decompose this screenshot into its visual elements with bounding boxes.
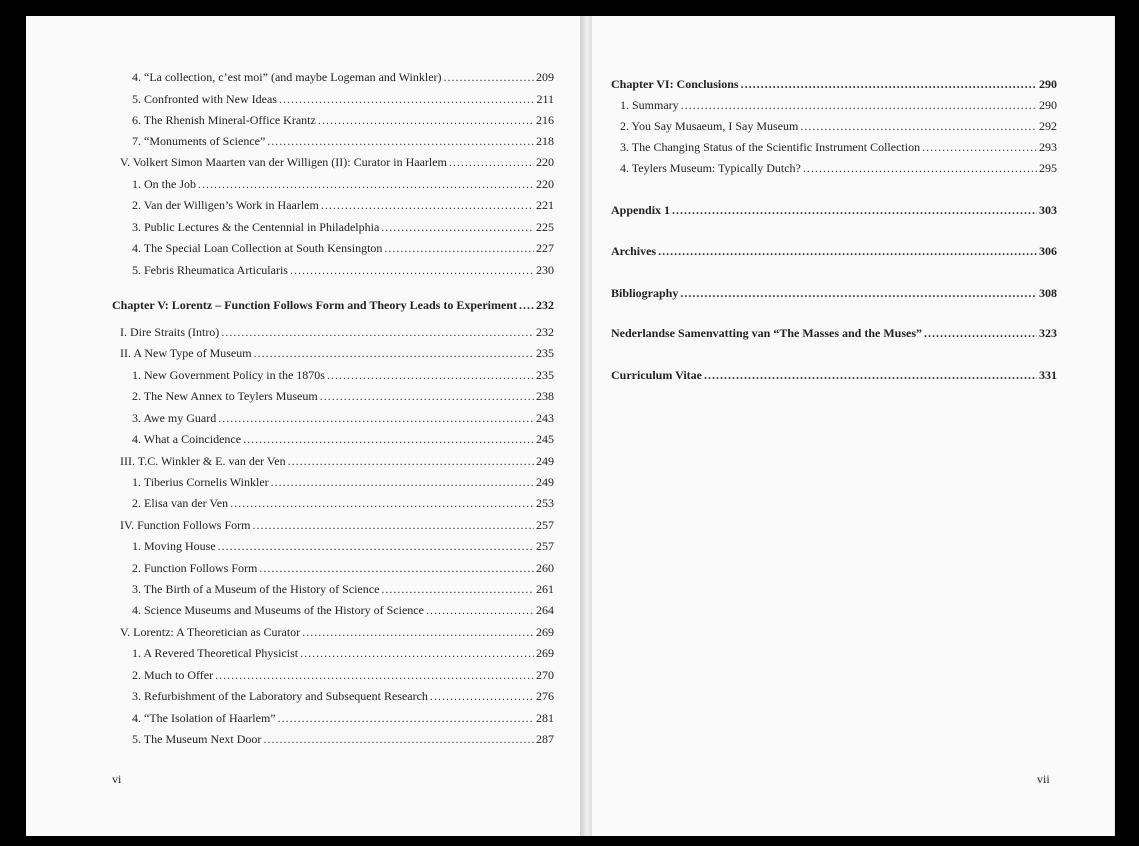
- toc-entry-page: 290: [1039, 77, 1057, 91]
- toc-entry-page: 249: [536, 454, 554, 468]
- toc-entry-title: 5. Confronted with New Ideas: [132, 92, 277, 106]
- toc-entry-title: I. Dire Straits (Intro): [120, 325, 220, 339]
- toc-leader: [263, 732, 534, 747]
- toc-entry: [132, 113, 554, 128]
- right-page: [592, 16, 1114, 836]
- toc-entry-page: 238: [536, 389, 554, 403]
- toc-entry: [132, 389, 554, 404]
- toc-leader: [318, 113, 534, 128]
- toc-entry-title: 4. The Special Loan Collection at South Kensington: [132, 241, 383, 255]
- toc-entry: [132, 241, 554, 256]
- toc-entry-title: 3. The Changing Status of the Scientific Instrument Collection: [620, 140, 921, 154]
- toc-entry: [132, 411, 554, 426]
- toc-entry: [132, 711, 554, 726]
- toc-leader: [658, 244, 1037, 259]
- toc-entry-title: 1. A Revered Theoretical Physicist: [132, 646, 299, 660]
- toc-entry-title: 1. Tiberius Cornelis Winkler: [132, 475, 269, 489]
- toc-leader: [252, 518, 534, 533]
- toc-entry-page: 257: [536, 518, 554, 532]
- toc-entry-page: 269: [536, 646, 554, 660]
- toc-entry-page: 211: [536, 92, 554, 106]
- toc-entry: [132, 582, 554, 597]
- toc-entry-title: 4. “The Isolation of Haarlem”: [132, 711, 276, 725]
- toc-entry: [132, 92, 554, 107]
- toc-leader: [449, 155, 534, 170]
- toc-entry-title: 3. Awe my Guard: [132, 411, 217, 425]
- toc-leader: [198, 177, 534, 192]
- toc-entry-title: 4. “La collection, c’est moi” (and maybe Logeman and Winkler): [132, 70, 442, 84]
- toc-entry-page: 290: [1039, 98, 1057, 112]
- toc-entry-title: 2. Elisa van der Ven: [132, 496, 229, 510]
- toc-leader: [254, 346, 534, 361]
- toc-leader: [519, 298, 534, 313]
- toc-entry-title: Chapter V: Lorentz – Function Follows Form and Theory Leads to Experiment: [112, 298, 518, 312]
- toc-entry-page: 261: [536, 582, 554, 596]
- toc-entry-page: 308: [1039, 286, 1057, 300]
- toc-leader: [922, 140, 1037, 155]
- toc-leader: [302, 625, 534, 640]
- toc-entry: [620, 161, 1057, 176]
- toc-entry-page: 249: [536, 475, 554, 489]
- toc-entry: [132, 368, 554, 383]
- toc-entry: [620, 119, 1057, 134]
- toc-entry-title: 6. The Rhenish Mineral-Office Krantz: [132, 113, 316, 127]
- toc-entry-page: 235: [536, 346, 554, 360]
- toc-entry-page: 245: [536, 432, 554, 446]
- toc-leader: [300, 646, 534, 661]
- toc-leader: [230, 496, 534, 511]
- toc-entry-page: 264: [536, 603, 554, 617]
- toc-entry-page: 303: [1039, 203, 1057, 217]
- toc-leader: [215, 668, 534, 683]
- toc-leader: [259, 561, 534, 576]
- toc-entry-page: 306: [1039, 244, 1057, 258]
- toc-entry-page: 235: [536, 368, 554, 382]
- toc-entry-page: 221: [536, 198, 554, 212]
- toc-entry-page: 292: [1039, 119, 1057, 133]
- toc-entry-page: 243: [536, 411, 554, 425]
- toc-leader: [279, 92, 534, 107]
- toc-entry-title: 3. Public Lectures & the Centennial in Philadelphia: [132, 220, 380, 234]
- toc-entry-title: Curriculum Vitae: [611, 368, 702, 382]
- toc-entry: [132, 603, 554, 618]
- toc-leader: [218, 539, 534, 554]
- toc-entry-page: 276: [536, 689, 554, 703]
- toc-entry-title: Nederlandse Samenvatting van “The Masses and the Muses”: [611, 326, 923, 340]
- toc-leader: [327, 368, 534, 383]
- toc-entry-title: 2. The New Annex to Teylers Museum: [132, 389, 318, 403]
- toc-entry-title: 3. The Birth of a Museum of the History of Science: [132, 582, 380, 596]
- toc-entry: [120, 346, 554, 361]
- toc-entry-page: 270: [536, 668, 554, 682]
- toc-leader: [803, 161, 1037, 176]
- toc-leader: [288, 454, 534, 469]
- toc-leader: [243, 432, 534, 447]
- toc-chapter-entry: [611, 203, 1057, 218]
- toc-entry: [120, 625, 554, 640]
- toc-entry-page: 260: [536, 561, 554, 575]
- toc-entry-title: 2. Function Follows Form: [132, 561, 258, 575]
- toc-leader: [278, 711, 534, 726]
- toc-entry: [132, 539, 554, 554]
- toc-entry: [132, 561, 554, 576]
- toc-leader: [426, 603, 534, 618]
- toc-entry-title: 2. Van der Willigen’s Work in Haarlem: [132, 198, 319, 212]
- toc-leader: [444, 70, 534, 85]
- toc-leader: [741, 77, 1037, 92]
- toc-leader: [320, 389, 534, 404]
- toc-entry: [132, 177, 554, 192]
- toc-entry: [132, 220, 554, 235]
- toc-entry-title: 5. The Museum Next Door: [132, 732, 262, 746]
- toc-entry: [120, 325, 554, 340]
- toc-entry-title: 2. Much to Offer: [132, 668, 214, 682]
- toc-chapter-entry: [611, 244, 1057, 259]
- toc-entry: [132, 198, 554, 213]
- toc-entry: [620, 98, 1057, 113]
- toc-entry-title: III. T.C. Winkler & E. van der Ven: [120, 454, 286, 468]
- toc-entry: [620, 140, 1057, 155]
- toc-entry-page: 232: [536, 325, 554, 339]
- toc-entry-title: V. Volkert Simon Maarten van der Willigen (II): Curator in Haarlem: [120, 155, 447, 169]
- toc-entry-title: IV. Function Follows Form: [120, 518, 251, 532]
- toc-entry: [132, 432, 554, 447]
- toc-entry-page: 253: [536, 496, 554, 510]
- toc-leader: [221, 325, 534, 340]
- toc-entry-title: Chapter VI: Conclusions: [611, 77, 739, 91]
- toc-entry-title: 1. On the Job: [132, 177, 196, 191]
- toc-entry: [120, 155, 554, 170]
- toc-entry: [132, 496, 554, 511]
- toc-entry: [132, 732, 554, 747]
- toc-entry-title: 1. New Government Policy in the 1870s: [132, 368, 325, 382]
- toc-entry-title: 1. Summary: [620, 98, 679, 112]
- toc-leader: [321, 198, 534, 213]
- toc-chapter-entry: [611, 326, 1057, 341]
- toc-chapter-entry: [112, 298, 554, 313]
- toc-leader: [681, 98, 1037, 113]
- toc-entry: [120, 454, 554, 469]
- toc-leader: [381, 220, 534, 235]
- toc-entry-title: 4. What a Coincidence: [132, 432, 242, 446]
- toc-entry-title: Archives: [611, 244, 657, 258]
- toc-chapter-entry: [611, 368, 1057, 383]
- toc-entry-title: 4. Science Museums and Museums of the History of Science: [132, 603, 424, 617]
- toc-leader: [218, 411, 534, 426]
- toc-entry-page: 216: [536, 113, 554, 127]
- toc-entry-page: 209: [536, 70, 554, 84]
- toc-leader: [384, 241, 534, 256]
- page-number: vii: [1037, 772, 1050, 786]
- toc-entry-title: 1. Moving House: [132, 539, 216, 553]
- toc-entry-page: 218: [536, 134, 554, 148]
- toc-entry-page: 257: [536, 539, 554, 553]
- toc-entry-title: 2. You Say Musaeum, I Say Museum: [620, 119, 799, 133]
- toc-leader: [271, 475, 534, 490]
- toc-entry-page: 220: [536, 155, 554, 169]
- toc-leader: [672, 203, 1037, 218]
- toc-entry: [132, 263, 554, 278]
- toc-entry-page: 225: [536, 220, 554, 234]
- toc-leader: [290, 263, 534, 278]
- toc-entry: [120, 518, 554, 533]
- toc-leader: [704, 368, 1037, 383]
- toc-entry-page: 281: [536, 711, 554, 725]
- toc-entry-title: Appendix 1: [611, 203, 671, 217]
- page-number: vi: [112, 772, 122, 786]
- toc-entry: [132, 134, 554, 149]
- toc-entry-title: V. Lorentz: A Theoretician as Curator: [120, 625, 301, 639]
- toc-entry: [132, 689, 554, 704]
- toc-entry-title: 7. “Monuments of Science”: [132, 134, 266, 148]
- toc-leader: [680, 286, 1037, 301]
- toc-entry-page: 323: [1039, 326, 1057, 340]
- toc-entry-page: 230: [536, 263, 554, 277]
- toc-entry-page: 293: [1039, 140, 1057, 154]
- toc-entry-page: 227: [536, 241, 554, 255]
- toc-leader: [381, 582, 534, 597]
- toc-entry: [132, 475, 554, 490]
- toc-entry-title: 4. Teylers Museum: Typically Dutch?: [620, 161, 801, 175]
- toc-leader: [800, 119, 1037, 134]
- toc-entry-page: 232: [536, 298, 554, 312]
- toc-entry-title: 3. Refurbishment of the Laboratory and Subsequent Research: [132, 689, 428, 703]
- toc-entry-title: Bibliography: [611, 286, 679, 300]
- toc-chapter-entry: [611, 77, 1057, 92]
- toc-leader: [430, 689, 534, 704]
- toc-entry-page: 331: [1039, 368, 1057, 382]
- toc-entry-page: 269: [536, 625, 554, 639]
- toc-entry: [132, 70, 554, 85]
- toc-entry-page: 295: [1039, 161, 1057, 175]
- toc-entry-title: II. A New Type of Museum: [120, 346, 252, 360]
- toc-entry-title: 5. Febris Rheumatica Articularis: [132, 263, 288, 277]
- toc-entry-page: 220: [536, 177, 554, 191]
- toc-leader: [267, 134, 534, 149]
- toc-leader: [924, 326, 1037, 341]
- toc-entry-page: 287: [536, 732, 554, 746]
- toc-entry: [132, 668, 554, 683]
- toc-chapter-entry: [611, 286, 1057, 301]
- toc-entry: [132, 646, 554, 661]
